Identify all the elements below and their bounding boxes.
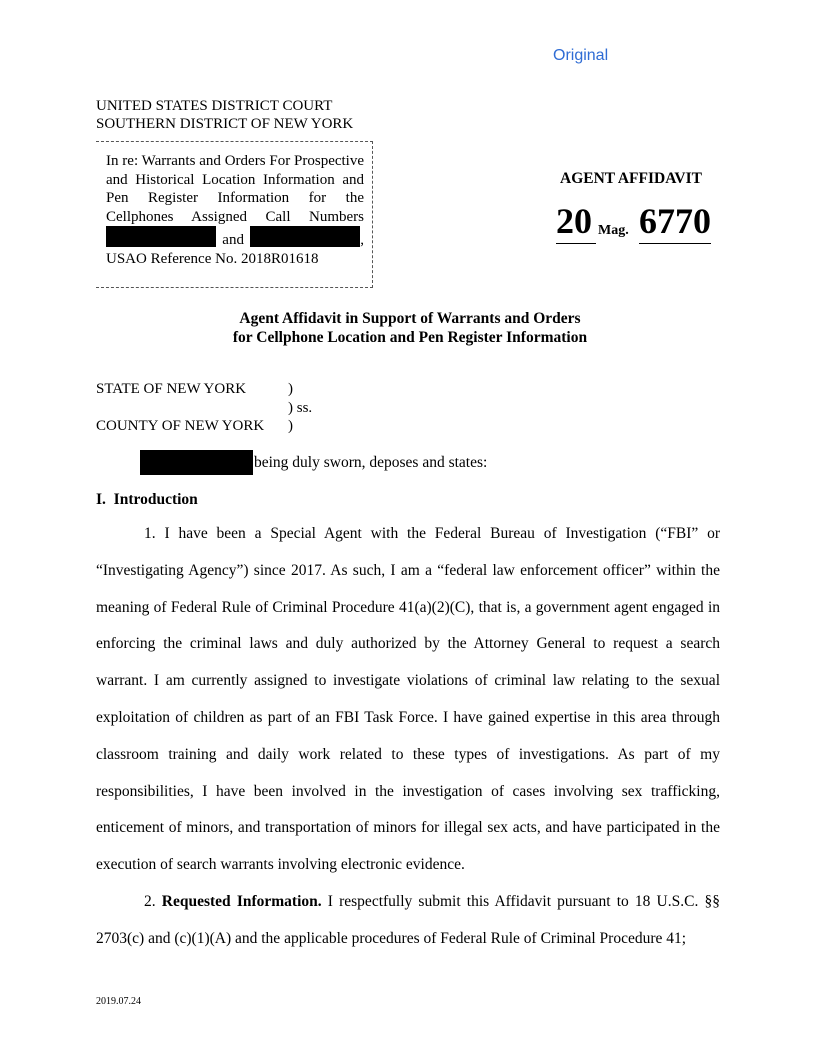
document-title xyxy=(96,309,724,347)
redaction-bar xyxy=(106,226,216,247)
venue-state: STATE OF NEW YORK xyxy=(96,381,247,397)
title-line-1: Agent Affidavit in Support of Warrants and Orders xyxy=(239,310,581,327)
venue-county: COUNTY OF NEW YORK xyxy=(96,418,265,434)
court-line-2: SOUTHERN DISTRICT OF NEW YORK xyxy=(96,116,354,132)
sworn-statement: being duly sworn, deposes and states: xyxy=(254,454,488,471)
venue-paren-1: ) xyxy=(288,381,293,397)
caption-part-2: and xyxy=(222,232,244,248)
affidavit-label: AGENT AFFIDAVIT xyxy=(560,170,702,187)
docket-mag: Mag. xyxy=(598,223,629,238)
docket-year: 20 xyxy=(556,199,596,244)
docket-num: 6770 xyxy=(639,199,711,244)
redaction-bar xyxy=(140,450,253,475)
caption-part-1: In re: Warrants and Orders For Prospective and Historical Location Information and Pen Register Information for the Cellphones Assigned Call Numbers xyxy=(106,153,364,225)
caption-part-3: , USAO Reference No. 2018R01618 xyxy=(106,232,365,267)
section-heading xyxy=(96,491,198,509)
paragraph-1: 1. I have been a Special Agent with the Federal Bureau of Investigation (“FBI” or “Investigating Agency”) since 2017. As such, I am a “federal law enforcement officer” within the meaning of Federal Rule of Criminal Procedure 41(a)(2)(C), that is, a government agent engaged in enforcing the criminal laws and duly authorized by the Attorney General to request a search warrant. I am currently assigned to investigate violations of criminal law relating to the sexual exploitation of children as part of an FBI Task Force. I have gained expertise in this area through classroom training and daily work related to these types of investigations. As part of my responsibilities, I have been involved in the investigation of cases involving sex trafficking, enticement of minors, and transportation of minors for illegal sex acts, and have participated in the execution of search warrants involving electronic evidence. xyxy=(96,525,720,874)
section-title: Introduction xyxy=(113,491,198,508)
court-line-1: UNITED STATES DISTRICT COURT xyxy=(96,98,333,114)
redaction-bar xyxy=(250,226,360,247)
paragraph-2-text: I respectfully submit this Affidavit pursuant to 18 U.S.C. §§ 2703(c) and (c)(1)(A) and the applicable procedures of Federal Rule of Criminal Procedure 41; xyxy=(96,893,720,947)
title-line-2: for Cellphone Location and Pen Register Information xyxy=(232,329,588,346)
venue-ss: ) ss. xyxy=(288,400,313,416)
section-number: I. xyxy=(96,491,106,508)
docket-number xyxy=(556,199,726,247)
venue-paren-2: ) xyxy=(288,418,293,434)
original-stamp: Original xyxy=(553,47,609,64)
footer-date: 2019.07.24 xyxy=(96,996,141,1007)
case-caption xyxy=(106,152,364,268)
court-name xyxy=(96,97,353,133)
paragraph-2-number: 2. xyxy=(144,893,156,910)
paragraph-2-heading: Requested Information. xyxy=(161,893,322,910)
paragraph-2 xyxy=(96,884,720,958)
